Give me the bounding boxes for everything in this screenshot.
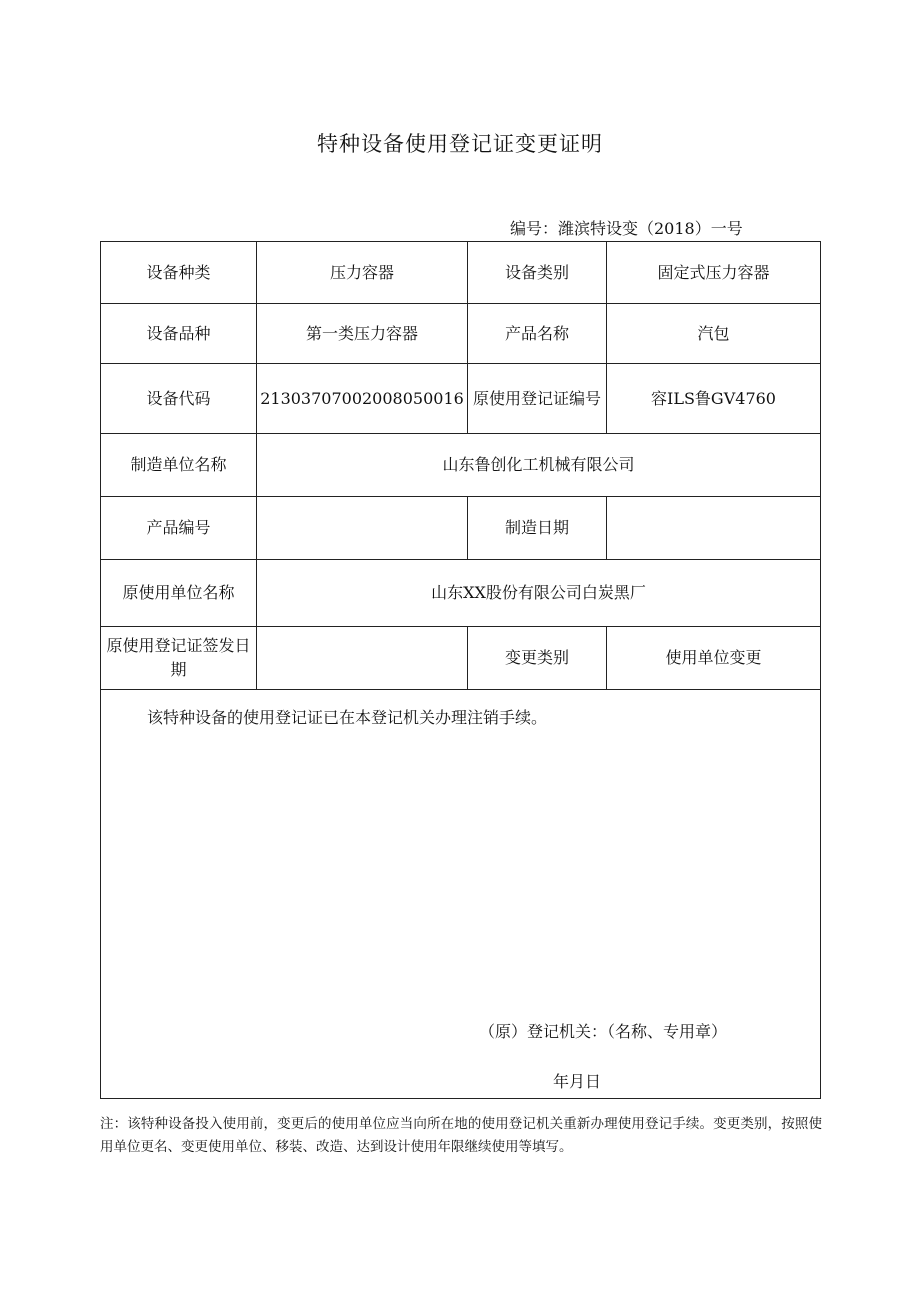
equipment-variety-value: 第一类压力容器 bbox=[257, 304, 468, 364]
document-title: 特种设备使用登记证变更证明 bbox=[317, 132, 603, 156]
manufacture-date-label: 制造日期 bbox=[468, 497, 607, 560]
signature-date: 年月日 bbox=[553, 1072, 602, 1091]
change-type-label: 变更类别 bbox=[468, 627, 607, 690]
orig-cert-no-value: 容ILS鲁GV4760 bbox=[607, 364, 821, 434]
product-serial-label: 产品编号 bbox=[101, 497, 257, 560]
equipment-category-label: 设备类别 bbox=[468, 242, 607, 304]
registration-authority: （原）登记机关：（名称、专用章） bbox=[479, 1022, 728, 1041]
form-row-orig-user bbox=[101, 560, 821, 627]
equipment-type-label: 设备种类 bbox=[101, 242, 257, 304]
orig-issue-date-label: 原使用登记证签发日期 bbox=[101, 627, 257, 690]
form-row-statement bbox=[101, 690, 821, 1099]
form-row-orig-issue-date bbox=[101, 627, 821, 690]
form-row-equipment-type bbox=[101, 242, 821, 304]
equipment-code-value: 21303707002008050016 bbox=[257, 364, 468, 434]
orig-user-label: 原使用单位名称 bbox=[101, 560, 257, 627]
document-number: 编号：潍滨特设变（2018）一号 bbox=[510, 219, 743, 238]
manufacture-date-value bbox=[607, 497, 821, 560]
form-row-equipment-variety bbox=[101, 304, 821, 364]
equipment-code-label: 设备代码 bbox=[101, 364, 257, 434]
cancellation-statement: 该特种设备的使用登记证已在本登记机关办理注销手续。 bbox=[147, 708, 548, 727]
registration-change-form bbox=[100, 241, 821, 1099]
form-row-equipment-code bbox=[101, 364, 821, 434]
equipment-variety-label: 设备品种 bbox=[101, 304, 257, 364]
statement-cell bbox=[101, 690, 821, 1099]
orig-user-value: 山东XX股份有限公司白炭黑厂 bbox=[257, 560, 821, 627]
manufacturer-label: 制造单位名称 bbox=[101, 434, 257, 497]
orig-issue-date-value bbox=[257, 627, 468, 690]
orig-cert-no-label: 原使用登记证编号 bbox=[468, 364, 607, 434]
product-name-value: 汽包 bbox=[607, 304, 821, 364]
manufacturer-value: 山东鲁创化工机械有限公司 bbox=[257, 434, 821, 497]
form-row-manufacturer bbox=[101, 434, 821, 497]
product-serial-value bbox=[257, 497, 468, 560]
equipment-type-value: 压力容器 bbox=[257, 242, 468, 304]
product-name-label: 产品名称 bbox=[468, 304, 607, 364]
change-type-value: 使用单位变更 bbox=[607, 627, 821, 690]
footnote: 注：该特种设备投入使用前，变更后的使用单位应当向所在地的使用登记机关重新办理使用登记手续。变更类别，按照使用单位更名、变更使用单位、移装、改造、达到设计使用年限继续使用等填写。 bbox=[100, 1116, 822, 1155]
form-row-product-serial bbox=[101, 497, 821, 560]
equipment-category-value: 固定式压力容器 bbox=[607, 242, 821, 304]
